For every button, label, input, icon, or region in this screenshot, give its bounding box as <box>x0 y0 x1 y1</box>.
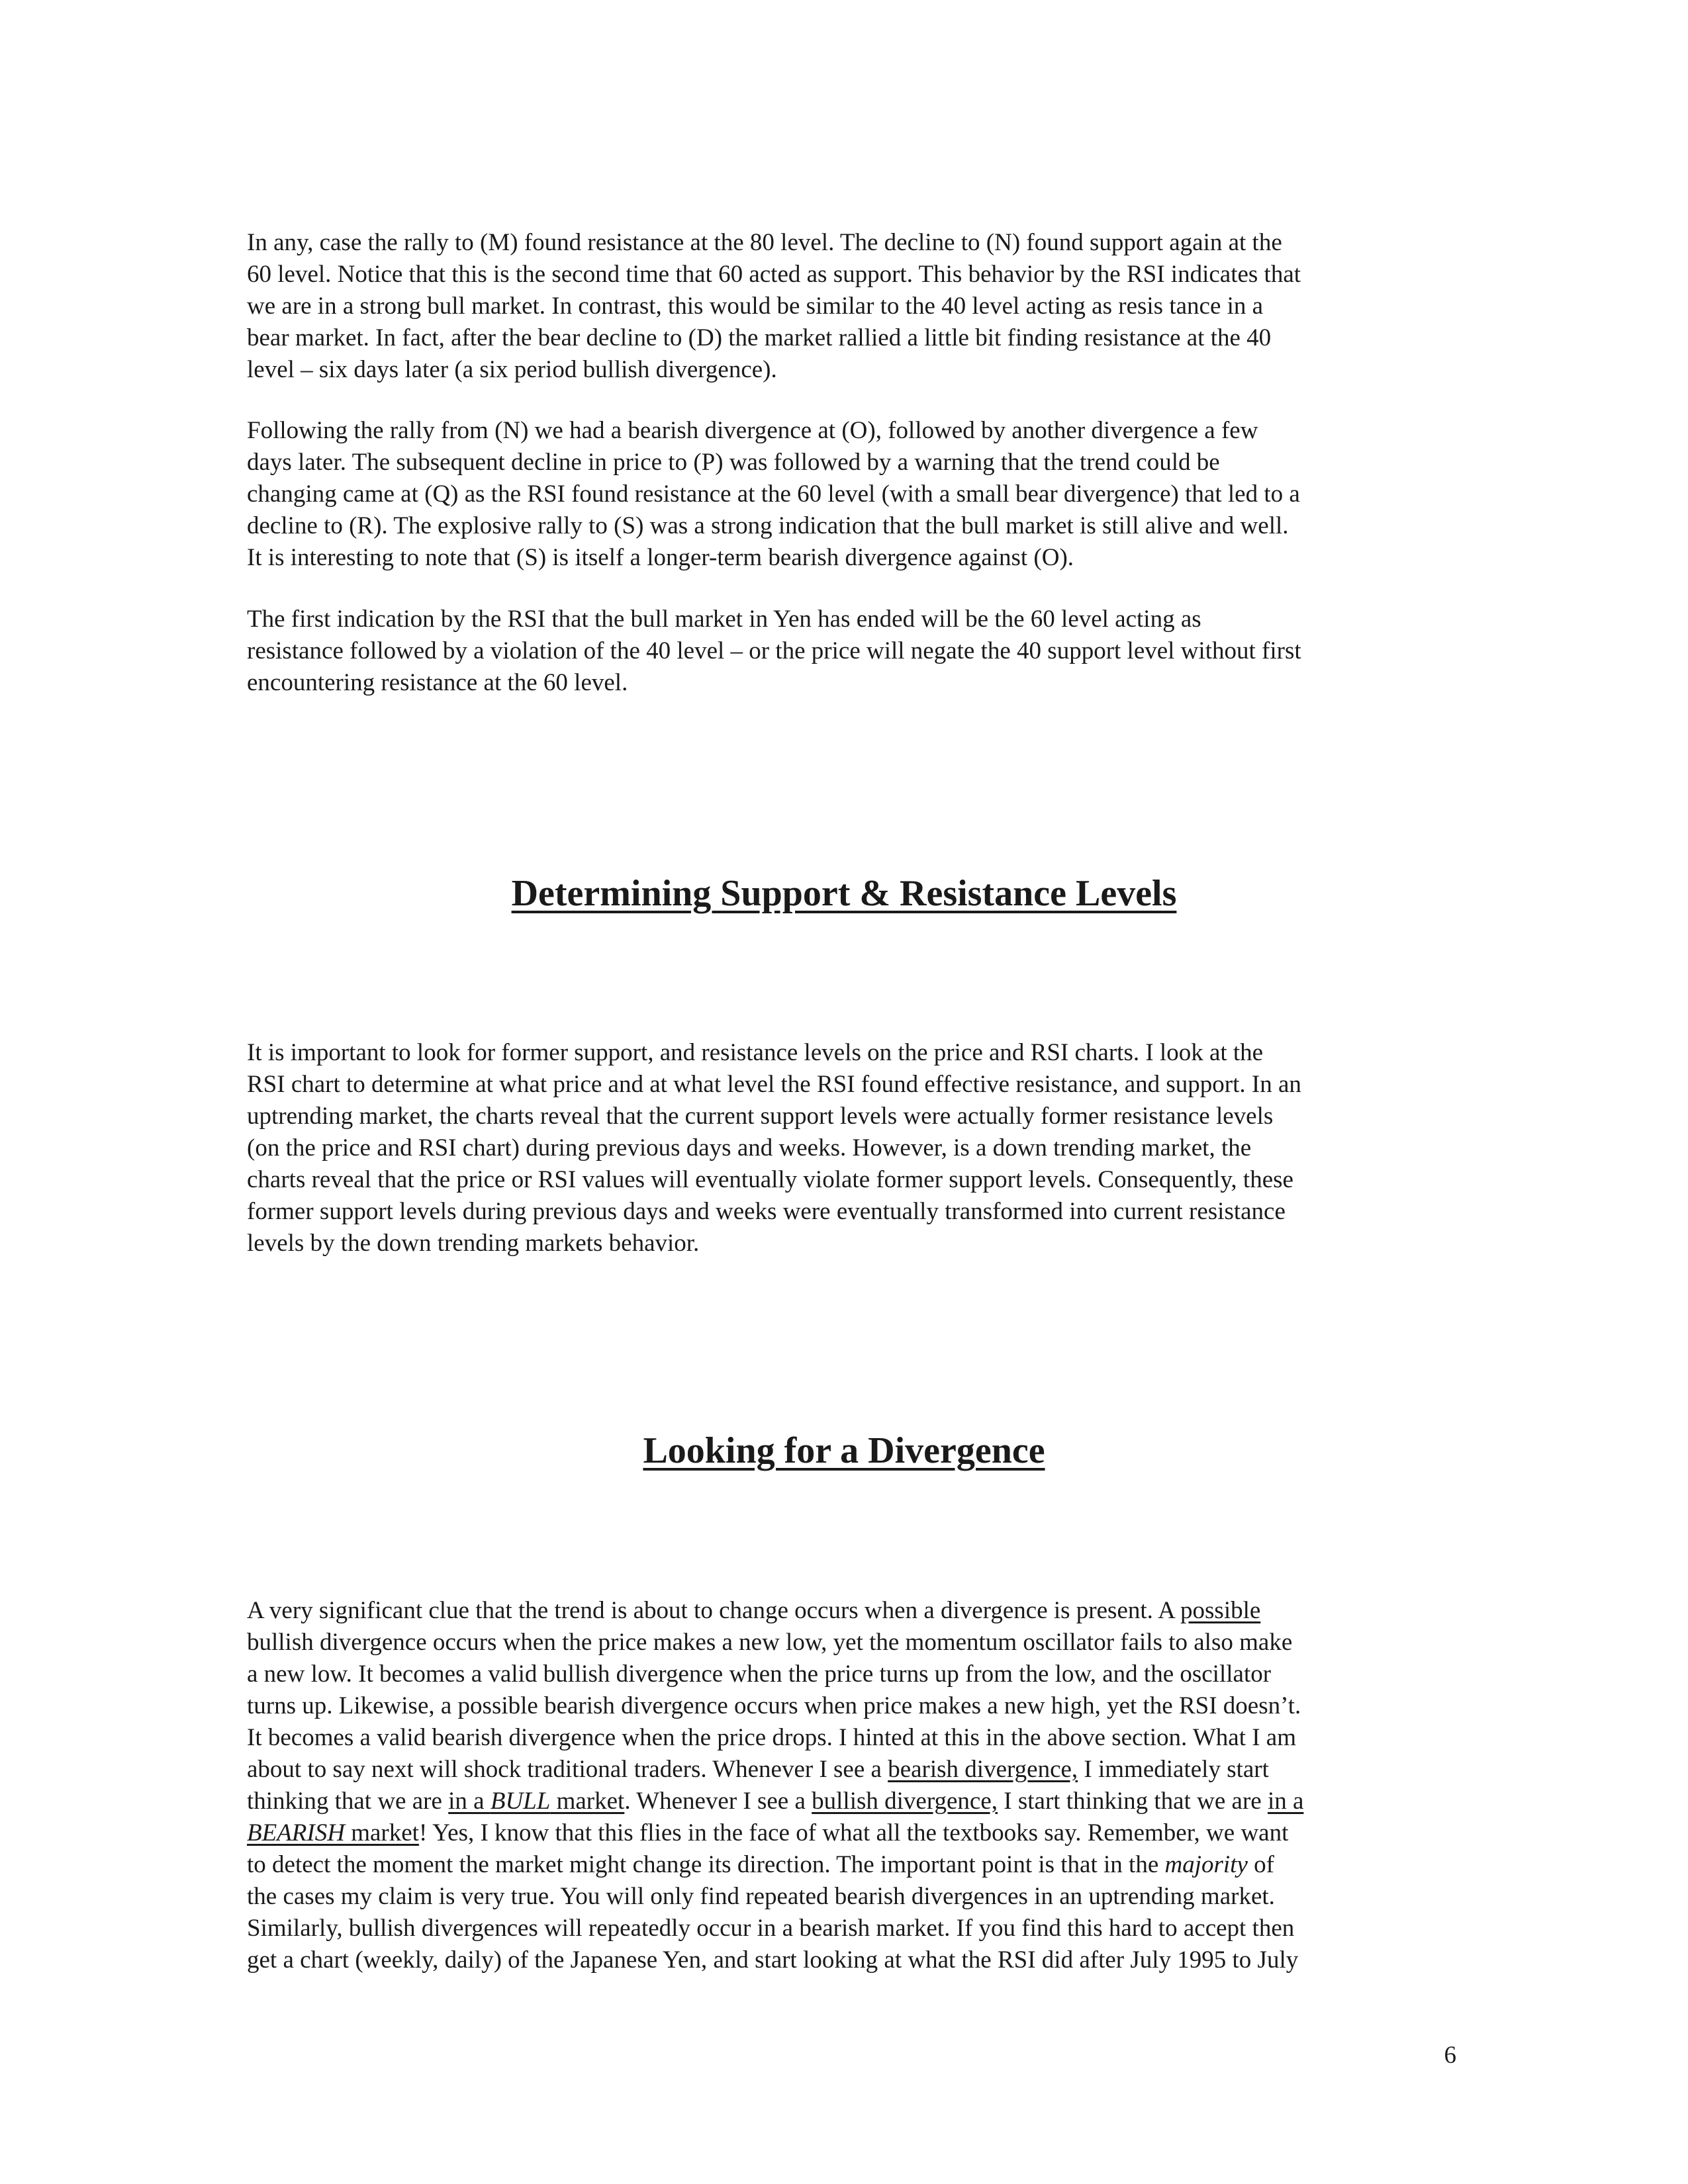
text-run: about to say next will shock traditional traders. Whenever I see a <box>247 1756 888 1783</box>
text-line: levels by the down trending markets behavior. <box>247 1230 700 1257</box>
text-line: The first indication by the RSI that the bull market in Yen has ended will be the 60 level acting as <box>247 606 1201 633</box>
paragraph-support-resistance <box>247 1037 1445 1259</box>
text-run: market <box>344 1819 419 1846</box>
page-number: 6 <box>1444 2042 1456 2069</box>
text-line: 60 level. Notice that this is the second time that 60 acted as support. This behavior by the RSI indicates that <box>247 261 1301 288</box>
paragraph-bearish-divergence <box>247 415 1445 574</box>
text-line: level – six days later (a six period bullish divergence). <box>247 356 777 383</box>
text-line: Similarly, bullish divergences will repeatedly occur in a bearish market. If you find this hard to accept then <box>247 1915 1295 1942</box>
text-line <box>247 1595 1445 1627</box>
paragraph-rsi-bull-market <box>247 227 1445 386</box>
text-run: in a <box>448 1788 491 1815</box>
text-line <box>247 1754 1445 1786</box>
text-line: get a chart (weekly, daily) of the Japanese Yen, and start looking at what the RSI did after July 1995 to July <box>247 1946 1299 1974</box>
text-run: ! Yes, I know that this flies in the face of what all the textbooks say. Remember, we want <box>418 1819 1289 1846</box>
text-line: charts reveal that the price or RSI values will eventually violate former support levels. Consequently, these <box>247 1166 1293 1193</box>
heading-divergence <box>0 1430 1688 1472</box>
italic-text: BULL <box>490 1788 551 1815</box>
heading-text: Looking for a Divergence <box>643 1430 1045 1471</box>
text-line: uptrending market, the charts reveal that the current support levels were actually former resistance levels <box>247 1103 1274 1130</box>
underlined-text <box>247 1819 419 1846</box>
text-run: A very significant clue that the trend is about to change occurs when a divergence is present. A <box>247 1597 1181 1624</box>
text-line: days later. The subsequent decline in price to (P) was followed by a warning that the trend could be <box>247 449 1220 476</box>
text-line: It is important to look for former support, and resistance levels on the price and RSI charts. I look at the <box>247 1039 1264 1066</box>
text-line: Following the rally from (N) we had a bearish divergence at (O), followed by another divergence a few <box>247 417 1258 444</box>
text-line: encountering resistance at the 60 level. <box>247 669 628 696</box>
text-line: In any, case the rally to (M) found resistance at the 80 level. The decline to (N) found support again at the <box>247 229 1282 256</box>
text-line: resistance followed by a violation of the 40 level – or the price will negate the 40 support level without first <box>247 637 1301 664</box>
text-run: I immediately start <box>1078 1756 1269 1783</box>
underlined-text: in a <box>1267 1788 1304 1815</box>
paragraph-divergence <box>247 1595 1445 1976</box>
text-line: the cases my claim is very true. You will only find repeated bearish divergences in an uptrending market. <box>247 1883 1275 1910</box>
text-line: bear market. In fact, after the bear decline to (D) the market rallied a little bit finding resistance at the 40 <box>247 324 1272 351</box>
text-run: . Whenever I see a <box>624 1788 812 1815</box>
paragraph-bull-market-end <box>247 604 1445 699</box>
text-line: It becomes a valid bearish divergence when the price drops. I hinted at this in the above section. What I am <box>247 1724 1297 1751</box>
text-line: we are in a strong bull market. In contrast, this would be similar to the 40 level acting as resis tance in a <box>247 293 1264 320</box>
text-line <box>247 1786 1445 1817</box>
italic-text: BEARISH <box>247 1819 345 1846</box>
text-line <box>247 1849 1445 1881</box>
underlined-text <box>448 1788 624 1815</box>
text-run: market <box>550 1788 625 1815</box>
text-line: former support levels during previous days and weeks were eventually transformed into current resistance <box>247 1198 1286 1225</box>
text-line: a new low. It becomes a valid bullish divergence when the price turns up from the low, and the oscillator <box>247 1661 1272 1688</box>
text-run: to detect the moment the market might change its direction. The important point is that in the <box>247 1851 1165 1878</box>
text-line: bullish divergence occurs when the price makes a new low, yet the momentum oscillator fails to also make <box>247 1629 1293 1656</box>
text-line <box>247 1817 1445 1849</box>
text-run: I start thinking that we are <box>998 1788 1268 1815</box>
heading-support-resistance <box>0 872 1688 915</box>
underlined-text: possible <box>1180 1597 1261 1624</box>
text-run: of <box>1247 1851 1274 1878</box>
text-line: decline to (R). The explosive rally to (S) was a strong indication that the bull market is still alive and well. <box>247 512 1289 539</box>
italic-text: majority <box>1164 1851 1248 1878</box>
text-line: turns up. Likewise, a possible bearish divergence occurs when price makes a new high, yet the RSI doesn’t. <box>247 1692 1301 1719</box>
underlined-text: bearish divergence, <box>888 1756 1078 1783</box>
underlined-text: bullish divergence, <box>812 1788 998 1815</box>
heading-text: Determining Support & Resistance Levels <box>511 873 1177 914</box>
text-line: It is interesting to note that (S) is itself a longer-term bearish divergence against (O). <box>247 544 1074 571</box>
text-line: changing came at (Q) as the RSI found resistance at the 60 level (with a small bear divergence) that led to a <box>247 480 1300 508</box>
text-line: (on the price and RSI chart) during previous days and weeks. However, is a down trending market, the <box>247 1134 1252 1161</box>
text-line: RSI chart to determine at what price and at what level the RSI found effective resistance, and support. In an <box>247 1071 1301 1098</box>
text-run: thinking that we are <box>247 1788 449 1815</box>
